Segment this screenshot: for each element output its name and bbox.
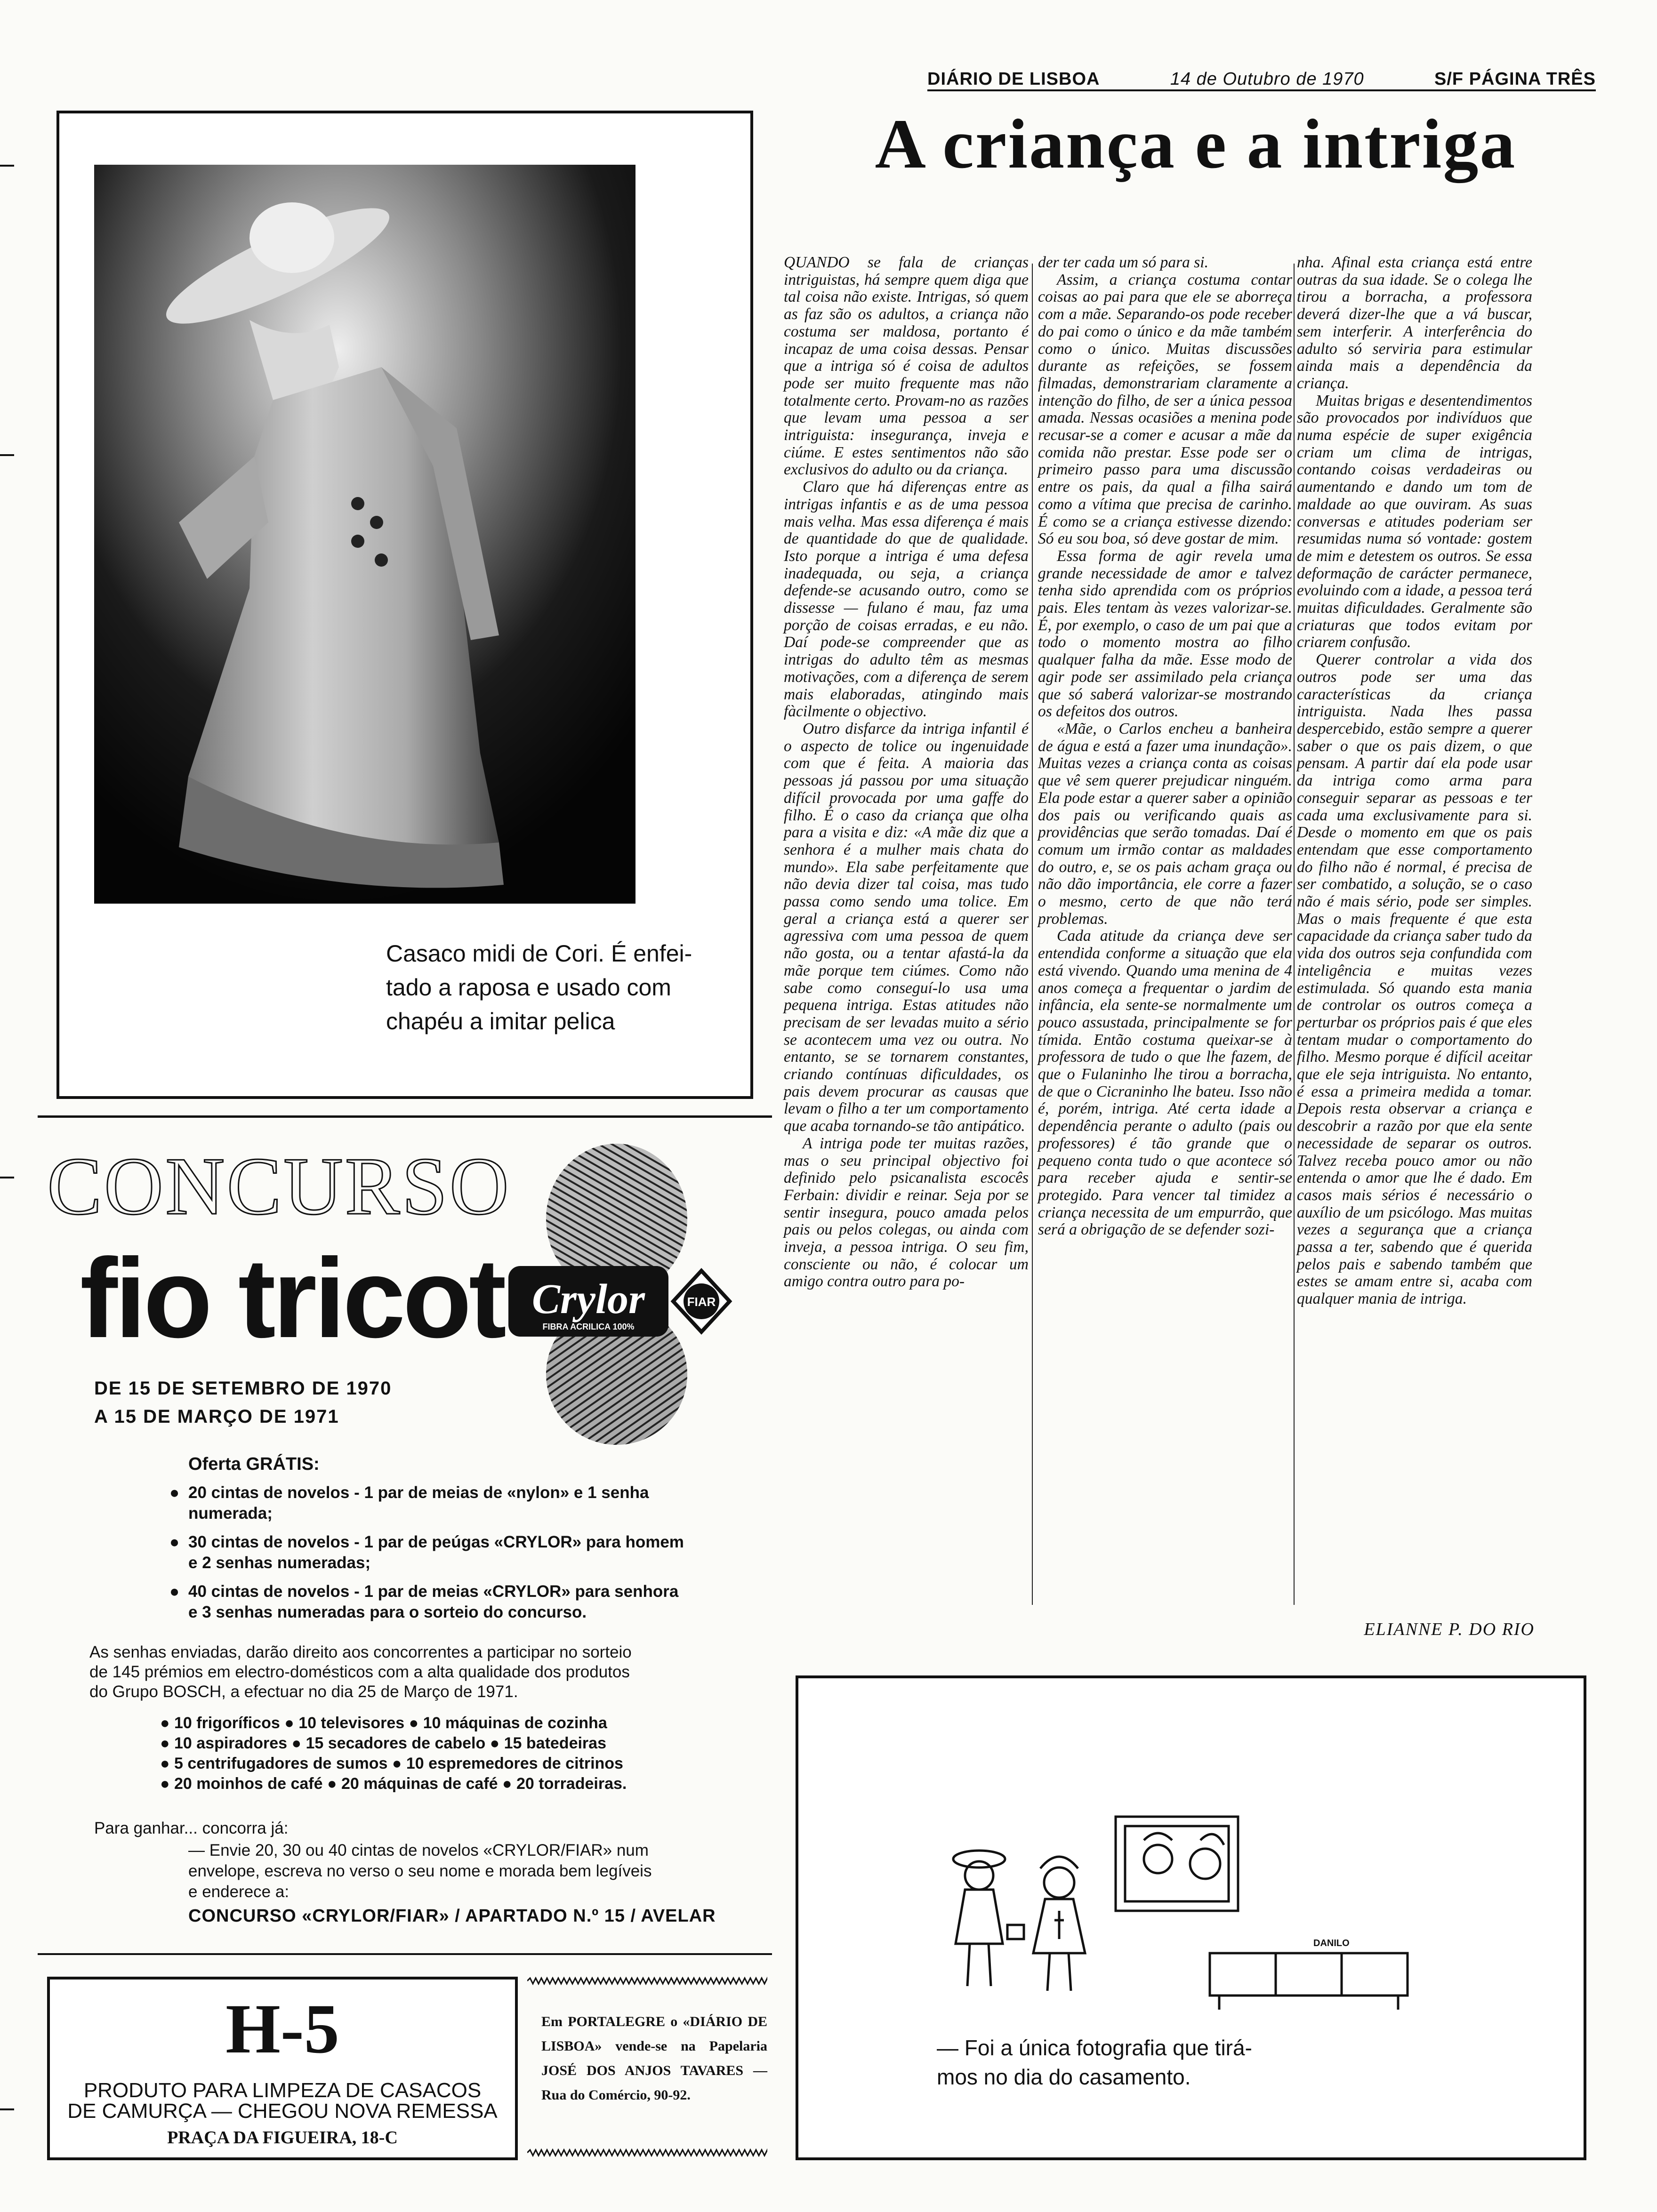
article-paragraph: «Mãe, o Carlos encheu a banheira de água e está a fazer uma inundação». Muitas vezes a criança conta as coisas que vê sem querer prejudicar ninguém. Ela pode estar a querer saber a opinião dos pais ou verificando quais as providências que serão tomadas. Daí é comum um irmão contar as maldades do outro, e, se os pais acham graça ou não dão importância, ele corre a fazer o mesmo, certo de que não terá problemas. bbox=[1038, 720, 1292, 928]
rules-line: de 145 prémios em electro-domésticos com a alta qualidade dos produtos bbox=[89, 1663, 630, 1681]
page-section: S/F PÁGINA TRÊS bbox=[1434, 69, 1596, 89]
zigzag-border bbox=[527, 1977, 767, 1985]
caption-line: mos no dia do casamento. bbox=[937, 2065, 1191, 2089]
issue-date: 14 de Outubro de 1970 bbox=[1170, 69, 1364, 89]
article-paragraph: Querer controlar a vida dos outros pode ser uma das características da criança intriguista. Nada lhes passa despercebido, estão sempre a querer saber o que os pais dizem, o que pensam. A partir daí ela pode usar da intriga como arma para conseguir separar as pessoas e ter cada uma exclusivamente para si. Desde o momento em que os pais entendam que esse comportamento do filho não é normal, é precisa de ser combatido, a solução, se o caso não é mais sério, pode ser simples. Mas o mais frequente é que esta capacidade da criança saber tudo da vida dos outros seja confundida com inteligência e muitas vezes estimulada. Só quando esta mania de controlar os outros começa a perturbar os próprios pais é que eles tentam mudar o comportamento do filho. Mesmo porque é difícil aceitar que ele seja intriguista. No entanto, é essa a primeira medida a tomar. Depois resta observar a criança e descobrir a razão por que ela sente necessidade de separar os outros. Talvez receba pouco amor ou não entenda o amor que lhe é dado. Em casos mais sérios é necessário o auxílio de um psicólogo. Mas muitas vezes a segurança que a criança passa a ter, sabendo que é querida pelos pais e sabendo também que estes se amam entre si, acaba com qualquer mania de intriga. bbox=[1297, 651, 1532, 1308]
photo-caption bbox=[386, 937, 725, 1038]
offer-line: e 3 senhas numeradas para o sorteio do concurso. bbox=[188, 1603, 587, 1621]
paper-name: DIÁRIO DE LISBOA bbox=[927, 69, 1100, 89]
contest-rules bbox=[89, 1643, 725, 1702]
h5-title: H-5 bbox=[225, 1990, 339, 2068]
ad-divider bbox=[38, 1953, 772, 1955]
article-paragraph: Claro que há diferenças entre as intrigas infantis e as de uma pessoa mais velha. Mas essa diferença é mais de quantidade do que de qualidade. Isto porque a intriga é uma defesa inadequada, ou seja, a criança defende-se acusando outro, como se dissesse — fulano é mau, faz uma porção de coisas erradas, e eu não. Daí pode-se compreender que as intrigas do adulto têm as mesmas motivações, com a diferença de serem mais elaboradas, atingindo mais fàcilmente o objectivo. bbox=[784, 478, 1029, 721]
date-from: DE 15 DE SETEMBRO DE 1970 bbox=[94, 1378, 392, 1399]
caption-line: chapéu a imitar pelica bbox=[386, 1008, 615, 1034]
caption-line: — Foi a única fotografia que tirá- bbox=[937, 2036, 1252, 2060]
contest-dates bbox=[94, 1374, 392, 1431]
article-column-1 bbox=[784, 254, 1029, 1290]
brand-label: Crylor bbox=[531, 1276, 645, 1322]
caption-line: tado a raposa e usado com bbox=[386, 974, 671, 1001]
bullet-icon: ● bbox=[169, 1582, 180, 1601]
offer-line: 40 cintas de novelos - 1 par de meias «CRYLOR» para senhora bbox=[188, 1582, 679, 1601]
rules-line: As senhas enviadas, darão direito aos concorrentes a participar no sorteio bbox=[89, 1643, 632, 1661]
fashion-photo bbox=[94, 165, 635, 904]
cartoonist-signature: DANILO bbox=[1313, 1938, 1350, 1948]
article-paragraph: Essa forma de agir revela uma grande necessidade de amor e talvez tenha sido aprendida com os próprios pais. Eles tentam às vezes valorizar-se. É, por exemplo, o caso de um pai que a todo o momento mostra ao filho qualquer falha da mãe. Esse modo de agir pode ser assimilado pela criança que só saberá valorizar-se mostrando os defeitos dos outros. bbox=[1038, 547, 1292, 721]
instruction-line: e enderece a: bbox=[188, 1883, 290, 1901]
offer-item bbox=[169, 1581, 730, 1623]
rules-line: do Grupo BOSCH, a efectuar no dia 25 de Março de 1971. bbox=[89, 1683, 518, 1701]
masthead-rule bbox=[927, 89, 1596, 91]
masthead bbox=[927, 66, 1596, 89]
yarn-skein-image bbox=[499, 1144, 734, 1445]
article-headline: A criança e a intriga bbox=[875, 105, 1517, 183]
margin-tick bbox=[0, 2108, 14, 2110]
offer-line: 20 cintas de novelos - 1 par de meias de «nylon» e 1 senha bbox=[188, 1483, 649, 1502]
caption-line: Casaco midi de Cori. É enfei- bbox=[386, 940, 692, 967]
cartoon-caption bbox=[937, 2033, 1408, 2092]
article-byline: ELIANNE P. DO RIO bbox=[1364, 1619, 1535, 1639]
column-rule bbox=[1032, 264, 1033, 1605]
contest-instructions bbox=[188, 1840, 711, 1902]
brand-sublabel: FIBRA ACRILICA 100% bbox=[542, 1322, 635, 1331]
article-column-2 bbox=[1038, 254, 1292, 1239]
margin-tick bbox=[0, 1177, 14, 1178]
prize-list bbox=[160, 1713, 627, 1794]
margin-tick bbox=[0, 454, 14, 456]
bullet-icon: ● bbox=[169, 1483, 180, 1502]
ad-divider bbox=[38, 1115, 772, 1118]
article-paragraph: der ter cada um só para si. bbox=[1038, 254, 1208, 271]
article-paragraph: QUANDO se fala de crianças intriguistas, há sempre quem diga que tal coisa não existe. Intrigas, só quem as faz são os adultos, a criança não costuma ser maldosa, portanto é incapaz de uma coisa dessas. Pensar que a intriga só é coisa de adultos pode ser muito frequente mas não totalmente certo. Provam-no as razões que levam uma pessoa a ser intriguista: insegurança, inveja e ciúme. E estes sentimentos não são exclusivos do adulto ou da criança. bbox=[784, 254, 1029, 479]
article-paragraph: Muitas brigas e desentendimentos são provocados por indivíduos que numa espécie de super exigência criam um clima de intrigas, contando coisas verdadeiras ou aumentando e dando um tom de maldade ao que ouviram. As suas conversas e atitudes poderiam ser resumidas numa só vontade: gostem de mim e detestem os outros. Se essa deformação de carácter permanece, evoluindo com a idade, a pessoa terá muitas dificuldades. Geralmente são criaturas que todos evitam por criarem confusão. bbox=[1297, 392, 1532, 651]
h5-description bbox=[47, 2080, 518, 2122]
contest-product: fio tricot bbox=[80, 1235, 504, 1361]
h5-line: DE CAMURÇA — CHEGOU NOVA REMESSA bbox=[67, 2100, 498, 2123]
portalegre-notice: Em PORTALEGRE o «DIÁRIO DE LISBOA» vende-se na Papelaria JOSÉ DOS ANJOS TAVARES — Rua do Comércio, 90-92. bbox=[541, 2014, 767, 2103]
article-paragraph: nha. Afinal esta criança está entre outras da sua idade. Se o colega lhe tirou a borracha, a professora deverá dizer-lhe que a vá buscar, sem interferir. A interferência do adulto só serviria para estimular ainda mais a dependência da criança. bbox=[1297, 254, 1532, 392]
contest-address: CONCURSO «CRYLOR/FIAR» / APARTADO N.º 15 / AVELAR bbox=[188, 1906, 716, 1926]
column-rule bbox=[1294, 264, 1295, 1605]
fiar-badge: FIAR bbox=[687, 1295, 716, 1309]
article-paragraph: Assim, a criança costuma contar coisas ao pai para que ele se aborreça com a mãe. Separando-os pode receber do pai como o único e da mãe também como o único. Muitas discussões durante as refeições, se fossem filmadas, demonstrariam claramente a intenção do filho, de ser a única pessoa amada. Nessas ocasiões a menina pode recusar-se a comer e acusar a mãe da comida não prestar. Esse pode ser o primeiro passo para uma discussão entre os pais, da qual a filha sairá como a vítima que precisa de carinho. É como se a criança estivesse dizendo: Só eu sou boa, só deve gostar de mim. bbox=[1038, 271, 1292, 548]
para-ganhar: Para ganhar... concorra já: bbox=[94, 1819, 289, 1837]
article-paragraph: A intriga pode ter muitas razões, mas o seu principal objectivo foi definido pelo psicanalista escocês Ferbain: dividir e reinar. Seja por se sentir insegura, pouco amada pelos pais ou pelos colegas, ou ainda com inveja, a pessoa intriga. O seu fim, consciente ou não, é colocar um amigo contra outro para po- bbox=[784, 1134, 1029, 1290]
bullet-icon: ● bbox=[169, 1533, 180, 1551]
h5-line: PRODUTO PARA LIMPEZA DE CASACOS bbox=[83, 2079, 482, 2102]
offer-item bbox=[169, 1483, 730, 1524]
prize-line: ● 20 moinhos de café ● 20 máquinas de café ● 20 torradeiras. bbox=[160, 1775, 627, 1793]
article-paragraph: Cada atitude da criança deve ser entendida conforme a situação que ela está vivendo. Quando uma menina de 4 anos começa a frequentar o jardim de infância, ela sente-se normalmente um pouco assustada, principalmente se for tímida. Então costuma queixar-se à professora de tudo o que lhe fazem, de que o Fulaninho lhe tirou a borracha, de que o Cicraninho lhe bateu. Isso não é, porém, intriga. Até certa idade a dependência perante o adulto (pais ou professores) é tão grande que o pequeno conta tudo o que acontece só para receber ajuda e sentir-se protegido. Para vencer tal timidez a criança necessita de um empurrão, que será a obrigação de se defender sozi- bbox=[1038, 927, 1292, 1239]
prize-line: ● 10 frigoríficos ● 10 televisores ● 10 máquinas de cozinha bbox=[160, 1714, 607, 1732]
zigzag-border bbox=[527, 2148, 767, 2157]
date-to: A 15 DE MARÇO DE 1971 bbox=[94, 1406, 339, 1427]
cartoon-drawing bbox=[918, 1788, 1436, 2010]
offer-line: numerada; bbox=[188, 1504, 273, 1523]
margin-tick bbox=[0, 165, 14, 167]
article-column-3 bbox=[1297, 254, 1532, 1308]
contest-title: CONCURSO bbox=[47, 1140, 511, 1232]
offer-line: e 2 senhas numeradas; bbox=[188, 1554, 371, 1572]
article-paragraph: Outro disfarce da intriga infantil é o aspecto de tolice ou ingenuidade com que é feita. A maioria das pessoas já passou por uma situação difícil provocada por uma gaffe do filho. É o caso da criança que olha para a visita e diz: «A mãe diz que a senhora é a mulher mais chata do mundo». Ela sabe perfeitamente que não devia dizer tal coisa, mas tudo passa como sendo uma tolice. Em geral a criança está a querer ser agressiva com uma pessoa de quem não gosta, ou a tentar afastá-la da mãe porque tem ciúmes. Como não sabe como conseguí-lo usa uma pequena intriga. Estas atitudes não precisam de ser levadas muito a sério se acontecem uma vez ou outra. No entanto, se se tornarem constantes, criando contínuas dificuldades, os pais devem procurar as causas que levam o filho a ter um comportamento que acaba tornando-se tão antipático. bbox=[784, 720, 1029, 1135]
prize-line: ● 10 aspiradores ● 15 secadores de cabelo ● 15 batedeiras bbox=[160, 1734, 606, 1752]
h5-address: PRAÇA DA FIGUEIRA, 18-C bbox=[167, 2128, 398, 2148]
offer-item bbox=[169, 1532, 730, 1573]
offer-line: 30 cintas de novelos - 1 par de peúgas «CRYLOR» para homem bbox=[188, 1533, 684, 1551]
prize-line: ● 5 centrifugadores de sumos ● 10 espremedores de citrinos bbox=[160, 1755, 623, 1772]
instruction-line: — Envie 20, 30 ou 40 cintas de novelos «CRYLOR/FIAR» num bbox=[188, 1841, 649, 1859]
instruction-line: envelope, escreva no verso o seu nome e morada bem legíveis bbox=[188, 1862, 652, 1880]
offer-title: Oferta GRÁTIS: bbox=[188, 1454, 320, 1474]
